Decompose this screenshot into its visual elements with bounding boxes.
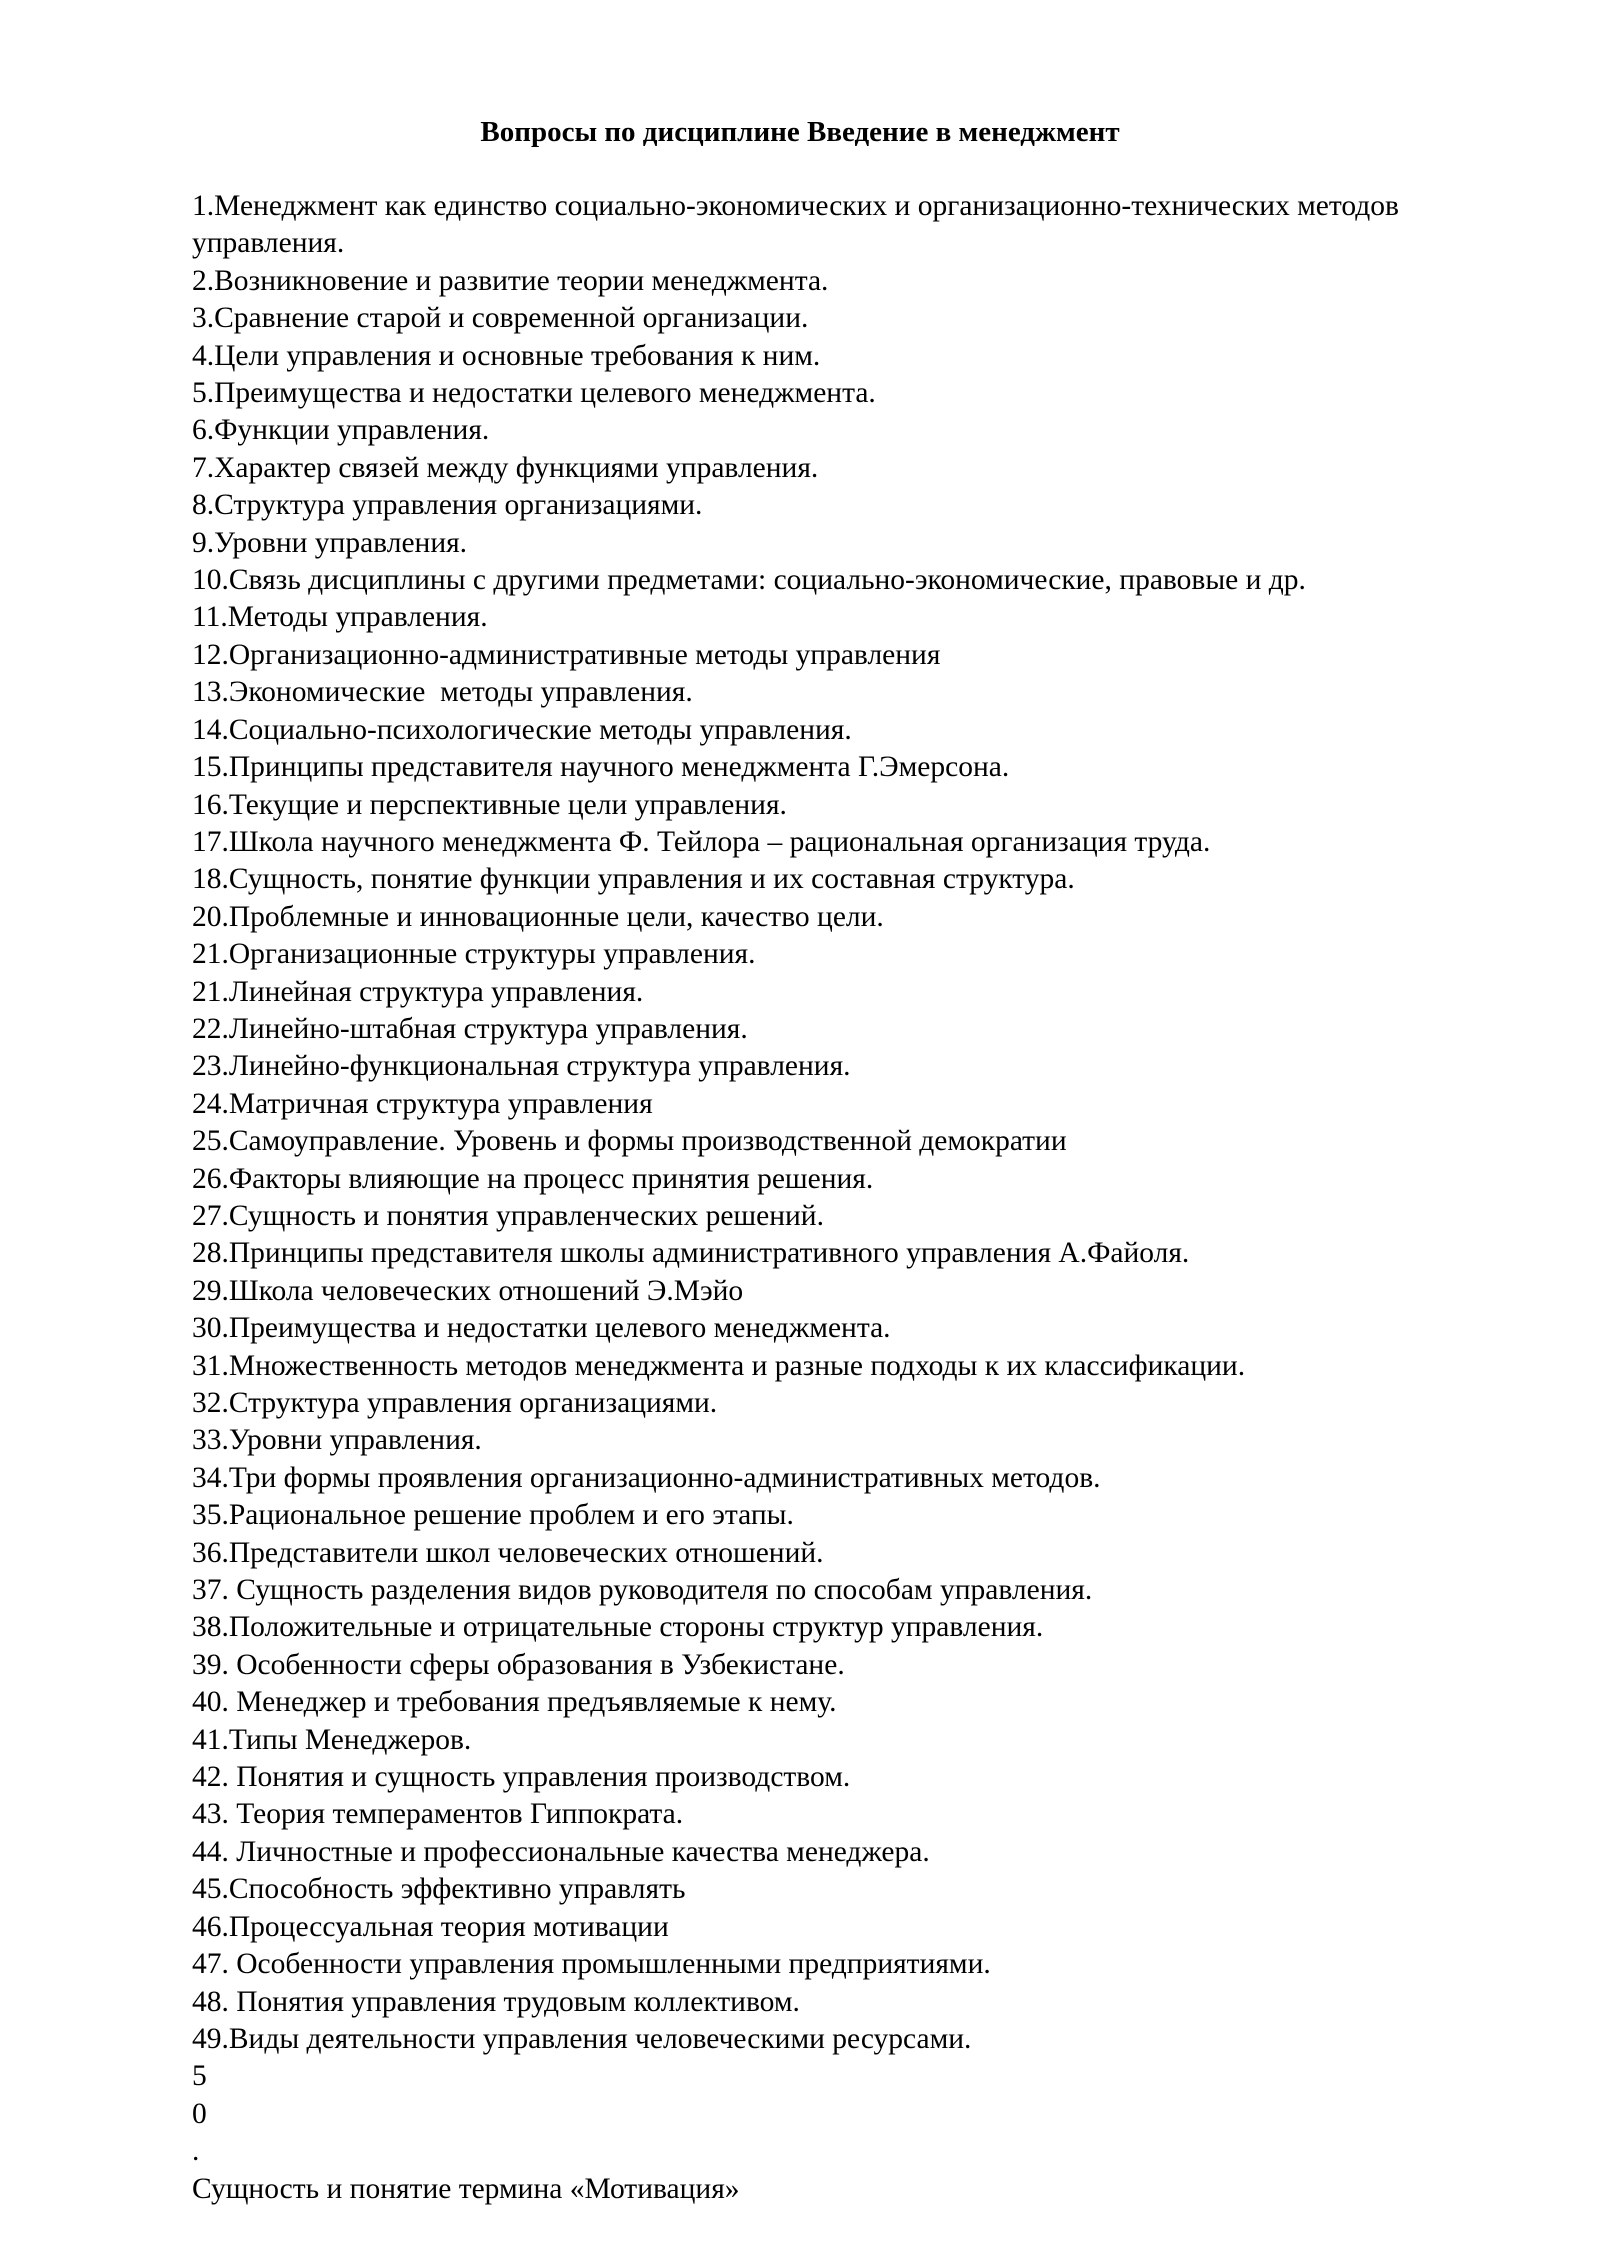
question-line: 38.Положительные и отрицательные стороны структур управления. bbox=[192, 1611, 1044, 1644]
question-line: 30.Преимущества и недостатки целевого менеджмента. bbox=[192, 1312, 891, 1345]
question-line: 15.Принципы представителя научного менеджмента Г.Эмерсона. bbox=[192, 751, 1010, 784]
question-line: 32.Структура управления организациями. bbox=[192, 1387, 718, 1419]
question-line: управления. bbox=[192, 227, 345, 260]
question-line: 42. Понятия и сущность управления производством. bbox=[192, 1761, 851, 1794]
question-line: 0 bbox=[192, 2097, 207, 2130]
question-line: 20.Проблемные и инновационные цели, качество цели. bbox=[192, 900, 884, 933]
question-line: 1.Менеджмент как единство социально-экономических и организационно-технических методов bbox=[192, 190, 1399, 222]
question-line: 17.Школа научного менеджмента Ф. Тейлора – рациональная организация труда. bbox=[192, 825, 1211, 858]
question-line: 5.Преимущества и недостатки целевого менеджмента. bbox=[192, 377, 876, 410]
question-line: 5 bbox=[192, 2060, 207, 2093]
question-line: . bbox=[192, 2135, 200, 2168]
question-line: 49.Виды деятельности управления человеческими ресурсами. bbox=[192, 2022, 972, 2055]
question-line: 11.Методы управления. bbox=[192, 601, 488, 634]
question-line: 41.Типы Менеджеров. bbox=[192, 1723, 472, 1756]
question-line: 22.Линейно-штабная структура управления. bbox=[192, 1012, 748, 1045]
question-line: 9.Уровни управления. bbox=[192, 526, 468, 559]
question-line: 31.Множественность методов менеджмента и разные подходы к их классификации. bbox=[192, 1349, 1246, 1382]
question-line: 35.Рациональное решение проблем и его этапы. bbox=[192, 1499, 794, 1532]
question-list bbox=[192, 188, 1532, 2208]
question-line: 48. Понятия управления трудовым коллективом. bbox=[192, 1985, 800, 2018]
question-line: 43. Теория темпераментов Гиппократа. bbox=[192, 1798, 684, 1831]
question-line: 21.Организационные структуры управления. bbox=[192, 938, 756, 971]
question-line: Сущность и понятие термина «Мотивация» bbox=[192, 2172, 740, 2205]
question-line: 7.Характер связей между функциями управления. bbox=[192, 451, 819, 484]
question-line: 26.Факторы влияющие на процесс принятия решения. bbox=[192, 1162, 874, 1195]
question-line: 13.Экономические методы управления. bbox=[192, 676, 693, 709]
question-line: 40. Менеджер и требования предъявляемые к нему. bbox=[192, 1686, 837, 1719]
question-line: 4.Цели управления и основные требования к ним. bbox=[192, 339, 821, 372]
question-line: 27.Сущность и понятия управленческих решений. bbox=[192, 1199, 824, 1232]
question-line: 28.Принципы представителя школы административного управления А.Файоля. bbox=[192, 1237, 1190, 1270]
question-line: 3.Сравнение старой и современной организации. bbox=[192, 302, 809, 335]
question-line: 14.Социально-психологические методы управления. bbox=[192, 713, 852, 746]
question-line: 24.Матричная структура управления bbox=[192, 1087, 653, 1120]
question-line: 23.Линейно-функциональная структура управления. bbox=[192, 1050, 851, 1083]
question-line: 25.Самоуправление. Уровень и формы производственной демократии bbox=[192, 1125, 1067, 1158]
question-line: 16.Текущие и перспективные цели управления. bbox=[192, 788, 787, 821]
question-line: 18.Сущность, понятие функции управления и их составная структура. bbox=[192, 863, 1075, 896]
question-line: 37. Сущность разделения видов руководителя по способам управления. bbox=[192, 1574, 1093, 1607]
question-line: 8.Структура управления организациями. bbox=[192, 489, 703, 522]
question-line: 21.Линейная структура управления. bbox=[192, 975, 644, 1008]
question-line: 46.Процессуальная теория мотивации bbox=[192, 1910, 669, 1943]
question-line: 6.Функции управления. bbox=[192, 414, 490, 447]
question-line: 2.Возникновение и развитие теории менеджмента. bbox=[192, 264, 829, 297]
question-line: 36.Представители школ человеческих отношений. bbox=[192, 1536, 824, 1569]
question-line: 33.Уровни управления. bbox=[192, 1424, 482, 1457]
question-line: 34.Три формы проявления организационно-административных методов. bbox=[192, 1461, 1101, 1494]
question-line: 12.Организационно-административные методы управления bbox=[192, 638, 941, 671]
question-line: 47. Особенности управления промышленными предприятиями. bbox=[192, 1948, 991, 1981]
question-line: 39. Особенности сферы образования в Узбекистане. bbox=[192, 1648, 845, 1681]
question-line: 29.Школа человеческих отношений Э.Мэйо bbox=[192, 1274, 744, 1307]
question-line: 44. Личностные и профессиональные качества менеджера. bbox=[192, 1835, 930, 1868]
question-line: 45.Способность эффективно управлять bbox=[192, 1873, 686, 1906]
document-title: Вопросы по дисциплине Введение в менеджмент bbox=[480, 116, 1120, 148]
question-line: 10.Связь дисциплины с другими предметами: социально-экономические, правовые и др. bbox=[192, 564, 1306, 597]
